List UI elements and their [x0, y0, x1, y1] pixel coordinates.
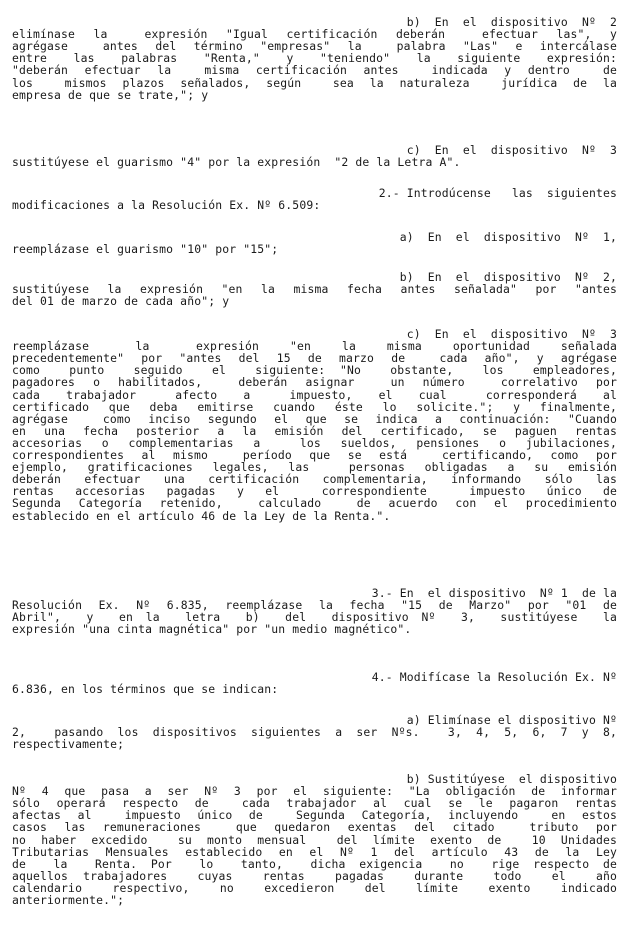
paragraph-line: establecido en el artículo 46 de la Ley de la Renta.". [12, 508, 391, 523]
paragraph-line: afectas al impuesto único de Segunda Categoría, incluyendo en estos [12, 808, 617, 823]
paragraph-lead-line: a) En el dispositivo Nº 1, [399, 230, 617, 244]
paragraph-line: rentas accesorias pagadas y el correspondiente impuesto único de [12, 484, 617, 499]
paragraph-line: ejemplo, gratificaciones legales, las personas obligadas a su emisión [12, 460, 617, 475]
paragraph-line: elimínase la expresión "Igual certificación deberán efectuar las", y [12, 27, 617, 42]
paragraph-line: Resolución Ex. Nº 6.835, reemplázase la fecha "15 de Marzo" por "01 de [12, 598, 617, 613]
paragraph-line: reemplázase la expresión "en la misma oportunidad señalada [12, 339, 617, 354]
paragraph-line: pagadores o habilitados, deberán asignar un número correlativo por [12, 375, 617, 390]
paragraph-line: en una fecha posterior a la emisión del certificado, se paguen rentas [12, 423, 617, 438]
paragraph-line: respectivamente; [12, 737, 125, 752]
paragraph-line: 6.836, en los términos que se indican: [12, 682, 279, 697]
paragraph-line: "deberán efectuar la misma certificación antes indicada y dentro de [12, 63, 617, 78]
paragraph-lead-line: c) En el dispositivo Nº 3 [406, 327, 617, 341]
paragraph-line: 2, pasando los dispositivos siguientes a ser Nºs. 3, 4, 5, 6, 7 y 8, [12, 725, 617, 740]
paragraph-line: Tributarias Mensuales establecido en el Nº 1 del artículo 43 de la Ley [12, 844, 617, 859]
paragraph-line: empresa de que se trate,"; y [12, 87, 209, 102]
paragraph-lead-line: a) Elimínase el dispositivo Nº [406, 713, 617, 727]
paragraph-lead-line: b) Sustitúyese el dispositivo [406, 772, 617, 786]
paragraph-line: Abril", y en la letra b) del dispositivo Nº 3, sustitúyese la [12, 610, 617, 625]
paragraph-line: accesorias o complementarias a los sueldos, pensiones o jubilaciones, [12, 435, 617, 450]
paragraph-lead-line: b) En el dispositivo Nº 2, [399, 270, 617, 284]
paragraph-line: agrégase antes del término "empresas" la palabra "Las" e intercálase [12, 39, 617, 54]
paragraph-line: cada trabajador afecto a impuesto, el cual corresponderá al [12, 387, 617, 402]
paragraph-lead-line: 4.- Modifícase la Resolución Ex. Nº [371, 670, 617, 684]
paragraph-line: modificaciones a la Resolución Ex. Nº 6.509: [12, 198, 321, 213]
paragraph-line: Nº 4 que pasa a ser Nº 3 por el siguiente: "La obligación de informar [12, 784, 617, 799]
paragraph-line: como punto seguido el siguiente: "No obstante, los empleadores, [12, 363, 617, 378]
paragraph-line: calendario respectivo, no excedieron del límite exento indicado [12, 880, 617, 895]
paragraph-line: casos las remuneraciones que quedaron exentas del citado tributo por [12, 820, 617, 835]
paragraph-line: Segunda Categoría retenido, calculado de acuerdo con el procedimiento [12, 496, 617, 511]
paragraph-line: del 01 de marzo de cada año"; y [12, 294, 230, 309]
paragraph-line: correspondientes al mismo período que se está certificando, como por [12, 448, 617, 462]
paragraph-line: no haber excedido su monto mensual del límite exento de 10 Unidades [12, 832, 617, 847]
paragraph-line: los mismos plazos señalados, según sea la naturaleza jurídica de la [12, 75, 617, 90]
paragraph-line: precedentemente" por "antes del 15 de marzo de cada año", y agrégase [12, 351, 617, 366]
paragraph-line: certificado que deba emitirse cuando éste lo solicite."; y finalmente, [12, 399, 617, 414]
paragraph-line: sustitúyese el guarismo "4" por la expresión "2 de la Letra A". [12, 155, 461, 170]
paragraph-lead-line: c) En el dispositivo Nº 3 [406, 143, 617, 157]
paragraph-line: entre las palabras "Renta," y "teniendo" la siguiente expresión: [12, 51, 617, 66]
paragraph-line: sólo operará respecto de cada trabajador al cual se le pagaron rentas [12, 796, 617, 811]
paragraph-line: aquellos trabajadores cuyas rentas pagadas durante todo el año [12, 868, 617, 883]
paragraph-lead-line: b) En el dispositivo Nº 2 [406, 15, 617, 29]
paragraph-line: sustitúyese la expresión "en la misma fecha antes señalada" por "antes [12, 282, 617, 297]
paragraph-line: reemplázase el guarismo "10" por "15"; [12, 242, 279, 257]
paragraph-line: deberán efectuar una certificación complementaria, informando sólo las [12, 472, 617, 487]
paragraph-line: de la Renta. Por lo tanto, dicha exigencia no rige respecto de [12, 856, 617, 871]
paragraph-lead-line: 2.- Introdúcense las siguientes [378, 186, 617, 200]
paragraph-line: expresión "una cinta magnética" por "un medio magnético". [12, 622, 412, 637]
paragraph-line: agrégase como inciso segundo el que se indica a continuación: "Cuando [12, 411, 617, 426]
paragraph-lead-line: 3.- En el dispositivo Nº 1 de la [371, 586, 617, 600]
paragraph-line: anteriormente."; [12, 893, 125, 907]
